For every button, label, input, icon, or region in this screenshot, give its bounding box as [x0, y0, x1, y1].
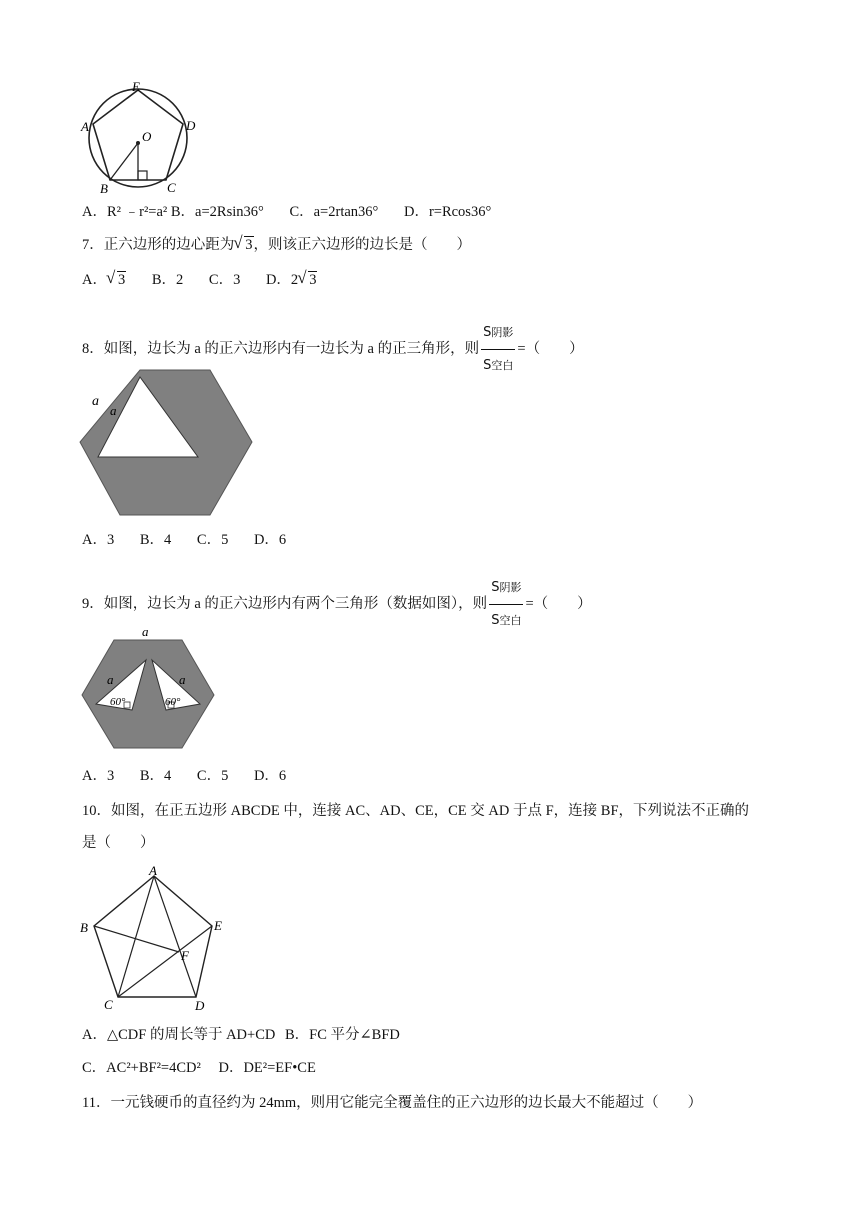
q10-stem-line1: 10．如图，在正五边形 ABCDE 中，连接 AC、AD、CE，CE 交 AD 于点 F，连接 BF，下列说法不正确的 — [82, 803, 750, 819]
q9-options — [82, 766, 308, 786]
pentagon-diagonals-figure — [78, 864, 233, 1012]
q9-text: 9．如图，边长为 a 的正六边形内有两个三角形（数据如图），则 — [82, 595, 488, 612]
fig10-label-E: E — [214, 918, 222, 933]
q9-option-a: A．3 — [82, 768, 115, 784]
q6-options — [82, 202, 513, 222]
q10-option-b: B．FC 平分∠BFD — [284, 1027, 400, 1043]
q9-option-c: C．5 — [196, 768, 229, 784]
fig9-label-top-a: a — [142, 624, 149, 639]
hexagon-triangle-figure — [78, 365, 258, 520]
label-A: A — [81, 119, 89, 134]
q7-sqrt: √ 3 — [234, 235, 253, 255]
fig10-label-F: F — [181, 948, 189, 963]
q7-option-a: A．√ 3 — [82, 270, 126, 290]
q10-option-a: A．△CDF 的周长等于 AD+CD — [82, 1027, 276, 1043]
q10-option-d: D．DE²=EF•CE — [218, 1060, 316, 1076]
q7-option-d: D．2√ 3 — [266, 270, 317, 290]
q6-option-c: C．a=2rtan36° — [289, 204, 379, 220]
label-C: C — [167, 180, 176, 195]
q8-fraction: $\frac{\text{S阴影}}{\text{S空白}}$ — [481, 318, 515, 381]
q9-text-after: =（ ） — [525, 595, 592, 612]
q10-options-row2 — [82, 1058, 316, 1078]
q8-option-a: A．3 — [82, 532, 115, 548]
q7-text-after: ，则该正六边形的边长是（ ） — [253, 237, 471, 253]
fig10-label-D: D — [195, 998, 205, 1012]
q8-option-b: B．4 — [139, 532, 172, 548]
q9-option-d: D．6 — [253, 768, 287, 784]
q10-option-c: C．AC²+BF²=4CD² — [82, 1060, 201, 1076]
label-D: D — [186, 118, 196, 133]
q7-text-before: 7．正六边形的边心距为 — [82, 237, 235, 253]
label-B: B — [100, 181, 108, 196]
fig9-label-right-a: a — [179, 672, 186, 687]
q7-option-c: C．3 — [208, 272, 241, 288]
fig9-label-left-a: a — [107, 672, 114, 687]
fig9-angle-left: 60° — [110, 696, 126, 708]
q7-option-b: B．2 — [151, 272, 184, 288]
q6-option-b: B．a=2Rsin36° — [170, 204, 264, 220]
q8-option-c: C．5 — [196, 532, 229, 548]
fig8-label-a-inner: a — [110, 403, 117, 418]
label-O: O — [142, 129, 152, 144]
q8-text-after: =（ ） — [517, 340, 584, 357]
q6-option-a-letter: A． — [82, 204, 107, 220]
q9-option-b: B．4 — [139, 768, 172, 784]
pentagon-circle-figure — [78, 78, 203, 198]
q11-stem: 11．一元钱硬币的直径约为 24mm，则用它能完全覆盖住的正六边形的边长最大不能超过（ ） — [82, 1095, 703, 1111]
q7-options — [82, 270, 339, 290]
q9-fraction: $\frac{\text{S阴影}}{\text{S空白}}$ — [489, 573, 523, 636]
q8-text: 8．如图，边长为 a 的正六边形内有一边长为 a 的正三角形，则 — [82, 340, 480, 357]
q10-stem-line2: 是（ ） — [82, 835, 155, 851]
q10-options-row1 — [82, 1025, 400, 1045]
fig8-label-a-outer: a — [92, 394, 99, 409]
q7-stem — [82, 235, 471, 255]
q8-options — [82, 530, 308, 550]
fig10-label-C: C — [104, 997, 113, 1012]
q6-option-d: D．r=Rcos36° — [403, 204, 492, 220]
fig9-angle-right: 60° — [165, 696, 181, 708]
q6-option-a-text: R² ﹣r²=a² — [106, 204, 168, 220]
hexagon-two-triangles-figure — [78, 620, 218, 755]
fig10-label-A: A — [149, 864, 157, 878]
fig10-label-B: B — [80, 920, 88, 935]
q8-option-d: D．6 — [253, 532, 287, 548]
label-E: E — [132, 79, 140, 94]
